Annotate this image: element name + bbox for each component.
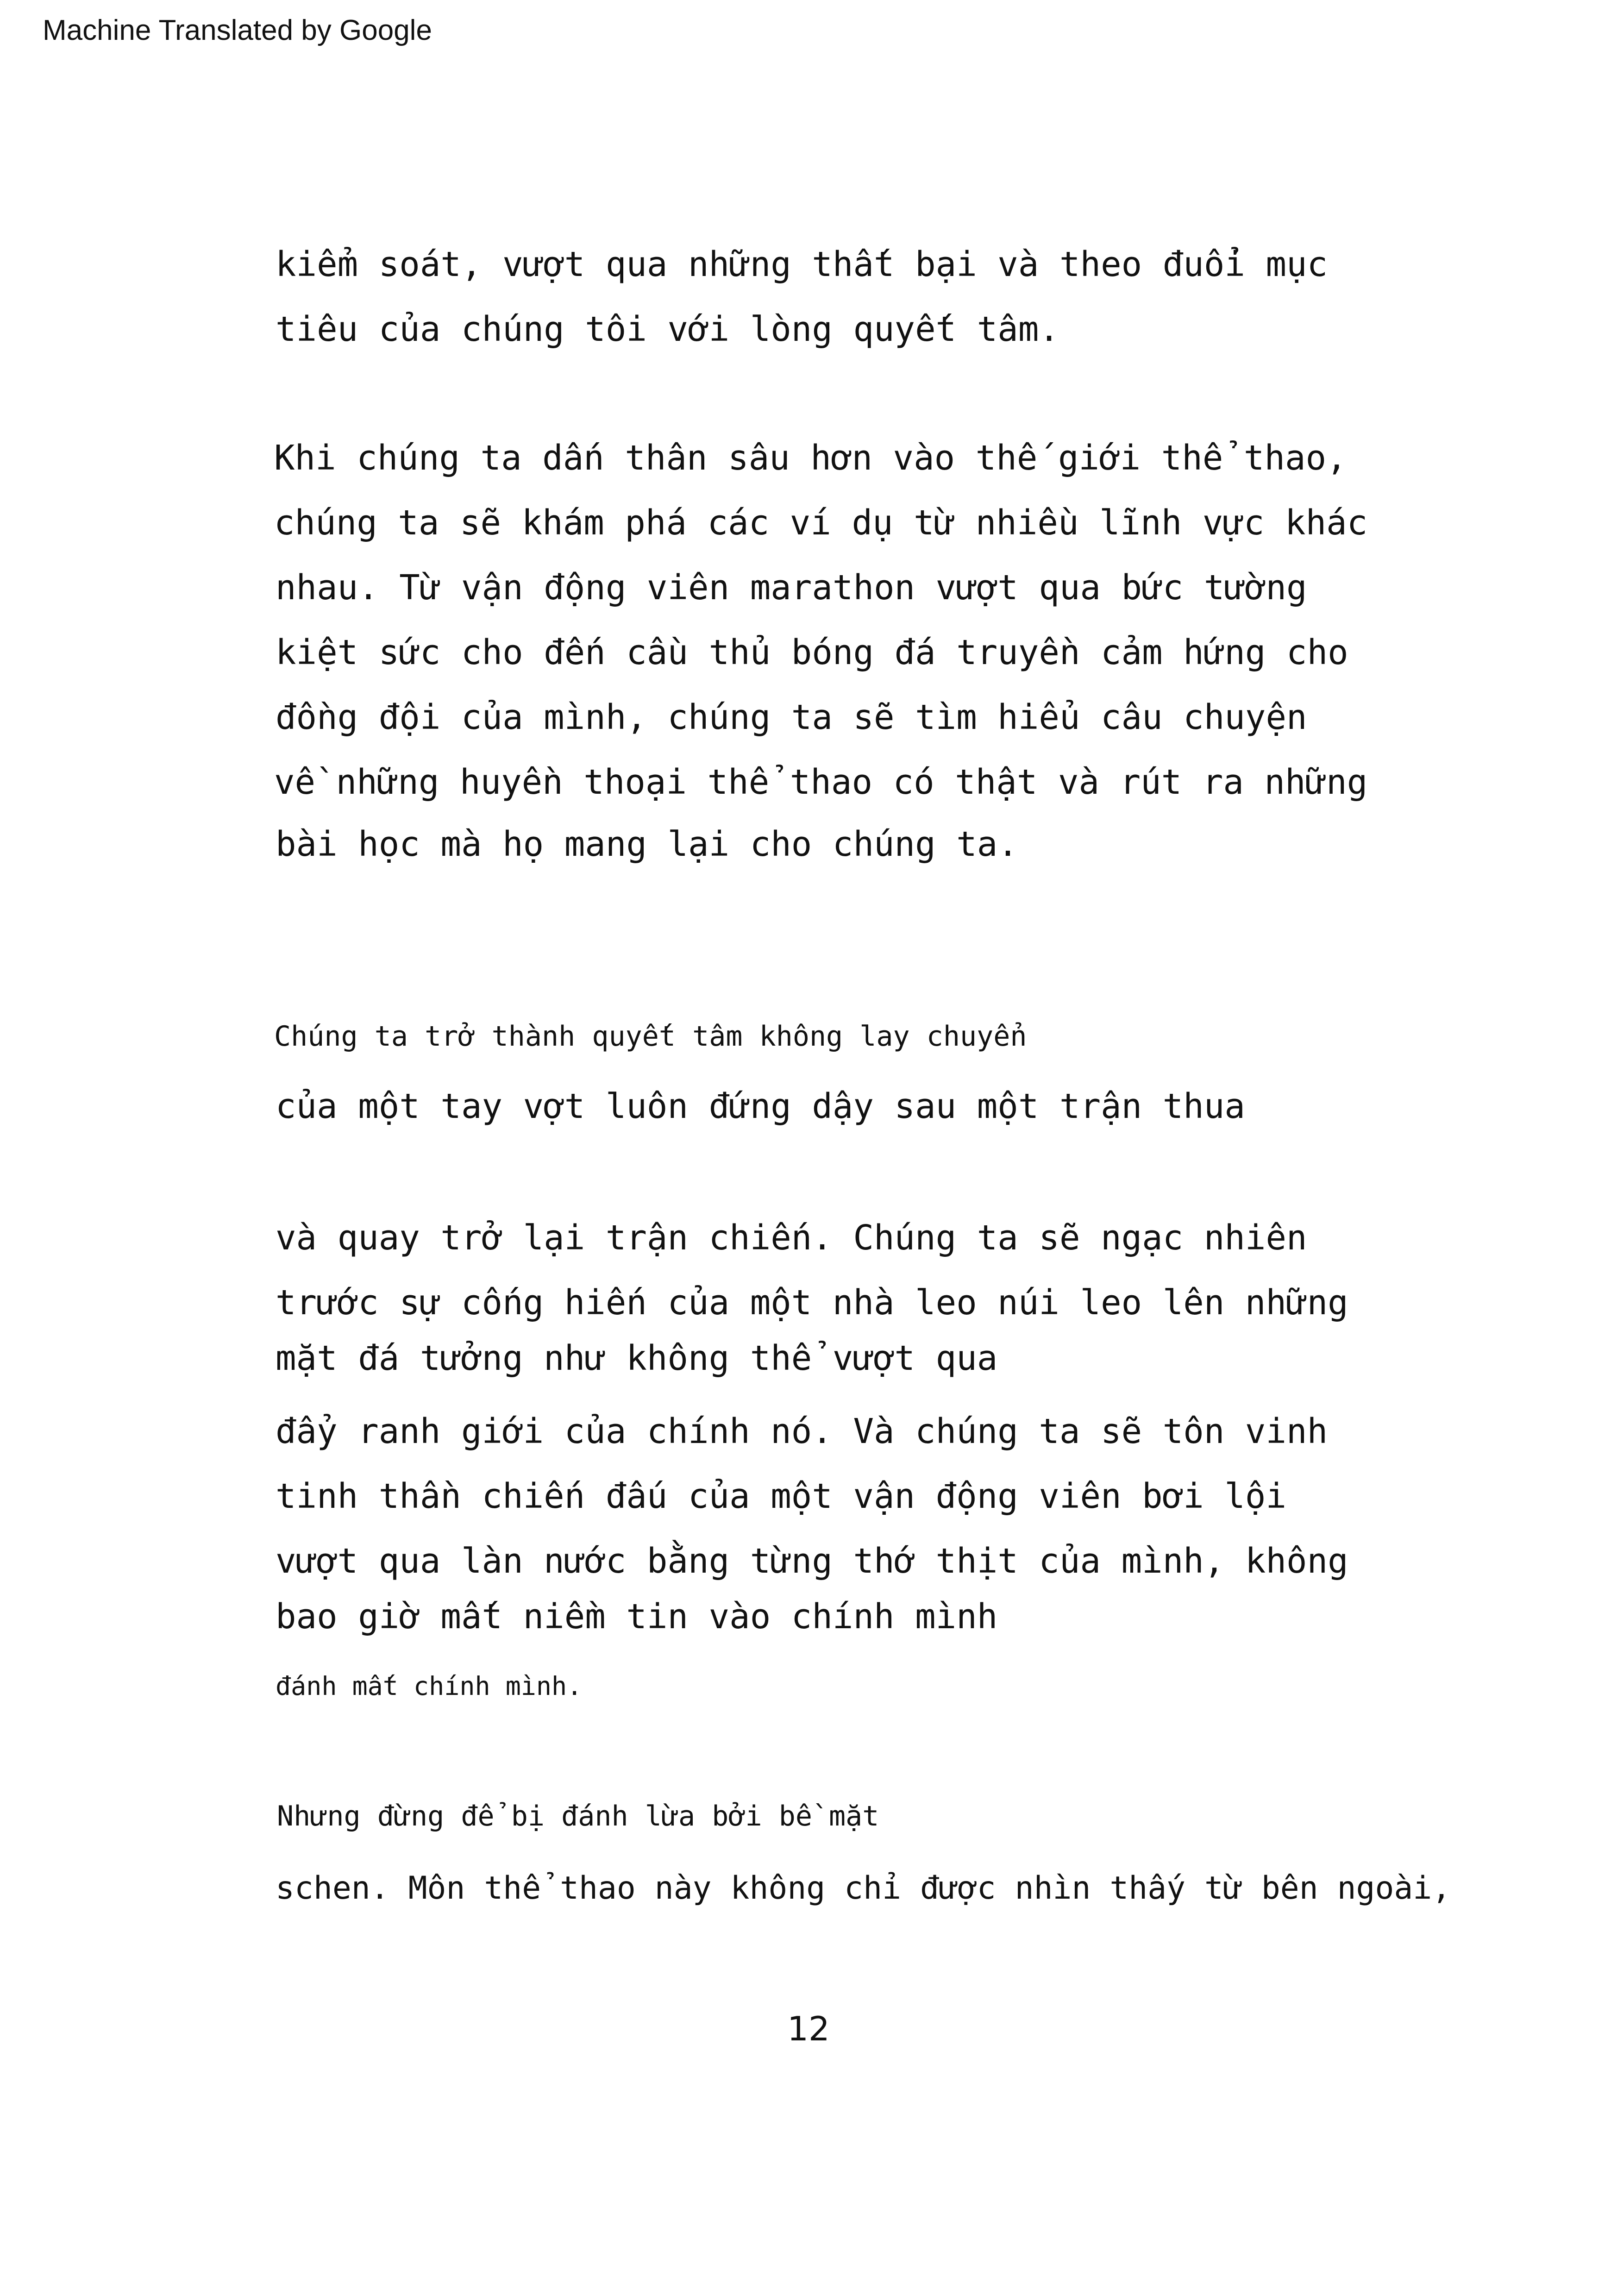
text-line: kiểm soát, vượt qua những thất bại và theo đuổi mục [276,245,1328,284]
text-line: nhau. Từ vận động viên marathon vượt qua bức tường [276,568,1307,608]
text-line: mặt đá tưởng như không thể vượt qua [276,1338,998,1378]
text-line: và quay trở lại trận chiến. Chúng ta sẽ ngạc nhiên [276,1218,1307,1258]
text-line: Chúng ta trở thành quyết tâm không lay chuyển [274,1020,1027,1053]
text-line: chúng ta sẽ khám phá các ví dụ từ nhiều lĩnh vực khác [274,503,1368,543]
text-line: bài học mà họ mang lại cho chúng ta. [276,824,1018,864]
text-line: vượt qua làn nước bằng từng thớ thịt của mình, không [276,1541,1348,1581]
text-line: của một tay vợt luôn đứng dậy sau một trận thua [276,1086,1245,1126]
text-line: đồng đội của mình, chúng ta sẽ tìm hiểu câu chuyện [276,697,1307,737]
page-number: 12 [787,2009,830,2048]
text-line: bao giờ mất niềm tin vào chính mình [276,1597,998,1637]
text-line: kiệt sức cho đến cầu thủ bóng đá truyền cảm hứng cho [276,633,1348,672]
text-line: trước sự cống hiến của một nhà leo núi leo lên những [276,1283,1348,1323]
text-line: schen. Môn thể thao này không chỉ được nhìn thấy từ bên ngoài, [276,1870,1451,1907]
text-line: đánh mất chính mình. [276,1671,583,1701]
machine-translation-notice: Machine Translated by Google [43,14,432,46]
text-line: đẩy ranh giới của chính nó. Và chúng ta sẽ tôn vinh [276,1411,1328,1451]
text-line: tinh thần chiến đấu của một vận động viên bơi lội [276,1476,1287,1516]
text-line: Khi chúng ta dấn thân sâu hơn vào thế giới thể thao, [274,438,1347,478]
text-line: về những huyền thoại thể thao có thật và rút ra những [274,762,1368,802]
text-line: Nhưng đừng để bị đánh lừa bởi bề mặt [277,1800,879,1832]
text-line: tiêu của chúng tôi với lòng quyết tâm. [276,309,1059,349]
